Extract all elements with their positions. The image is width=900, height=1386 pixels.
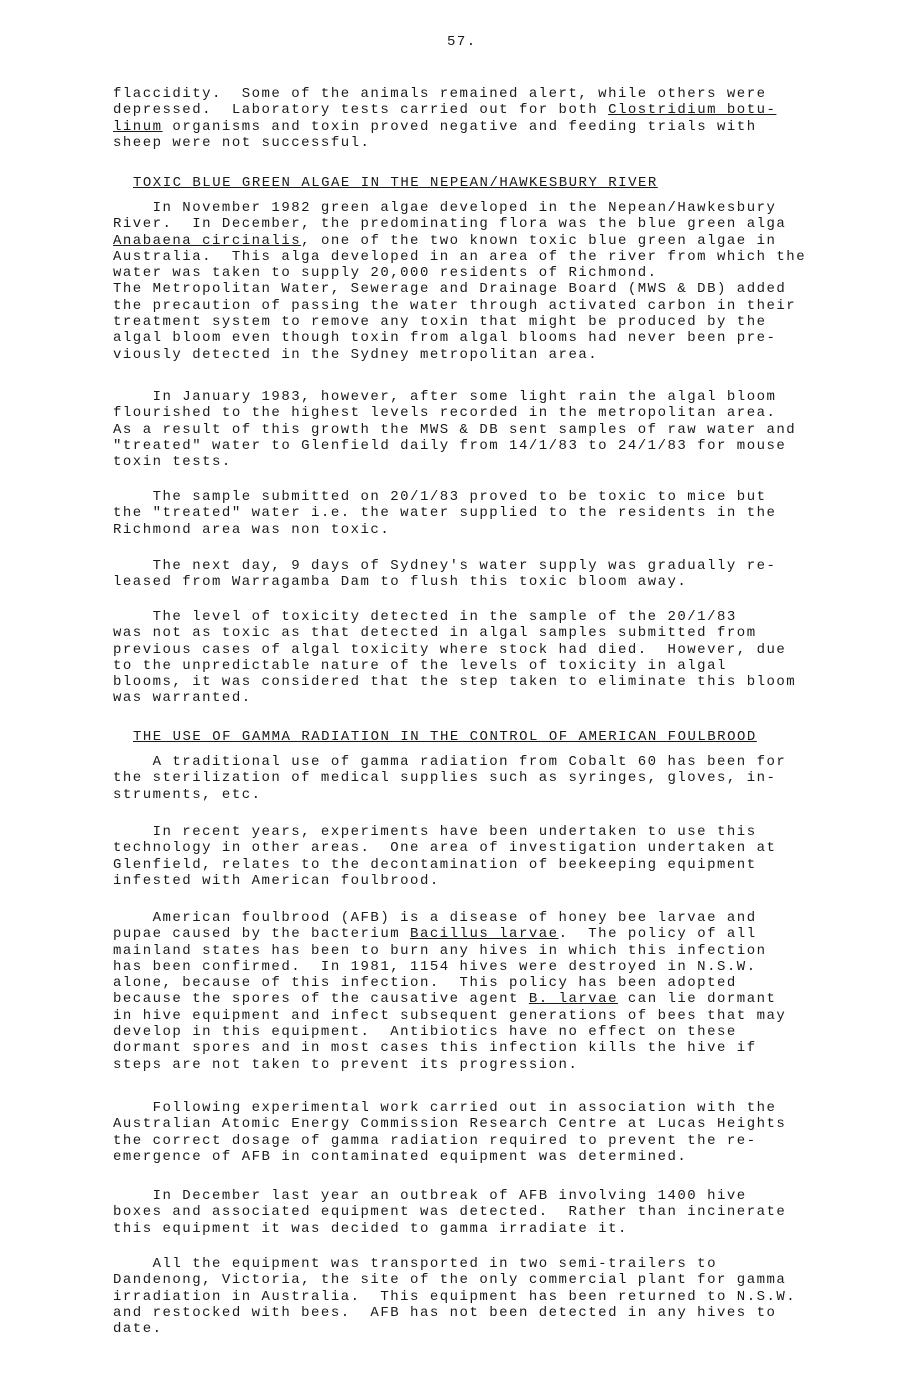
text-segment: , one of the two known toxic blue green algae in: [301, 232, 777, 249]
text-line: to the unpredictable nature of the levels of toxicity in algal: [113, 657, 727, 674]
underlined-text: B. larvae: [528, 991, 618, 1008]
text-line: [113, 926, 786, 942]
text-line: [113, 910, 786, 926]
text-line: develop in this equipment. Antibiotics have no effect on these: [113, 1024, 737, 1041]
text-line: the correct dosage of gamma radiation required to prevent the re-: [113, 1132, 757, 1149]
text-line: this equipment it was decided to gamma irradiate it.: [113, 1220, 628, 1237]
text-line: A traditional use of gamma radiation from Cobalt 60 has been for: [113, 754, 787, 770]
para-12: [113, 1256, 796, 1337]
text-line: treatment system to remove any toxin that might be produced by the: [113, 314, 767, 331]
text-line: mainland states has been to burn any hives in which this infection: [113, 942, 767, 959]
text-line: In recent years, experiments have been undertaken to use this: [113, 824, 757, 840]
underlined-text: Bacillus larvae: [410, 926, 559, 943]
text-line: water was taken to supply 20,000 residents of Richmond.: [113, 265, 658, 282]
underlined-text: linum: [113, 118, 163, 135]
text-line: has been confirmed. In 1981, 1154 hives were destroyed in N.S.W.: [113, 958, 757, 975]
underlined-text: THE USE OF GAMMA RADIATION IN THE CONTROL OF AMERICAN FOULBROOD: [133, 729, 757, 745]
text-line: River. In December, the predominating flora was the blue green alga: [113, 216, 787, 233]
text-line: sheep were not successful.: [113, 134, 371, 151]
text-line: technology in other areas. One area of investigation undertaken at: [113, 840, 777, 857]
text-segment: pupae caused by the bacterium: [113, 926, 411, 943]
text-line: Following experimental work carried out in association with the: [113, 1100, 777, 1116]
text-line: The next day, 9 days of Sydney's water supply was gradually re-: [113, 558, 777, 574]
text-line: previous cases of algal toxicity where stock had died. However, due: [113, 641, 787, 658]
underlined-text: Clostridium botu-: [608, 102, 777, 119]
text-line: "treated" water to Glenfield daily from 14/1/83 to 24/1/83 for mouse: [113, 437, 787, 454]
para-11: [113, 1188, 786, 1237]
para-6: [113, 609, 796, 707]
text-line: irradiation in Australia. This equipment has been returned to N.S.W.: [113, 1288, 797, 1305]
text-line: flourished to the highest levels recorded in the metropolitan area.: [113, 405, 777, 422]
text-line: The Metropolitan Water, Sewerage and Drainage Board (MWS & DB) added: [113, 281, 787, 298]
para-8: [113, 824, 776, 889]
text-line: Australian Atomic Energy Commission Research Centre at Lucas Heights: [113, 1116, 787, 1133]
text-line: The sample submitted on 20/1/83 proved to be toxic to mice but: [113, 489, 767, 505]
text-line: [113, 119, 776, 135]
text-line: viously detected in the Sydney metropolitan area.: [113, 346, 599, 363]
text-line: The level of toxicity detected in the sample of the 20/1/83: [113, 609, 737, 625]
text-line: toxin tests.: [113, 454, 232, 471]
text-line: flaccidity. Some of the animals remained alert, while others were: [113, 86, 767, 102]
text-line: [133, 175, 658, 191]
para-1: [113, 86, 776, 151]
para-7: [113, 754, 786, 803]
text-line: dormant spores and in most cases this infection kills the hive if: [113, 1040, 757, 1057]
para-3: [113, 389, 796, 470]
heading-gamma-radiation: [133, 729, 757, 745]
text-line: boxes and associated equipment was detected. Rather than incinerate: [113, 1204, 787, 1221]
text-line: leased from Warragamba Dam to flush this toxic bloom away.: [113, 574, 688, 591]
para-10: [113, 1100, 786, 1165]
text-line: As a result of this growth the MWS & DB sent samples of raw water and: [113, 421, 797, 438]
text-line: and restocked with bees. AFB has not been detected in any hives to: [113, 1304, 777, 1321]
text-line: [133, 729, 757, 745]
text-line: [113, 991, 786, 1007]
text-line: algal bloom even though toxin from algal blooms had never been pre-: [113, 330, 777, 347]
para-9: [113, 910, 786, 1073]
text-line: the precaution of passing the water through activated carbon in their: [113, 297, 797, 314]
para-2: [113, 200, 806, 363]
text-line: In December last year an outbreak of AFB involving 1400 hive: [113, 1188, 747, 1204]
text-line: Richmond area was non toxic.: [113, 521, 391, 538]
text-segment: depressed. Laboratory tests carried out for both: [113, 102, 609, 119]
text-segment: because the spores of the causative agent: [113, 991, 529, 1008]
text-line: All the equipment was transported in two semi-trailers to: [113, 1256, 717, 1272]
text-line: Australia. This alga developed in an area of the river from which the: [113, 248, 807, 265]
para-5: [113, 558, 776, 591]
text-line: Dandenong, Victoria, the site of the only commercial plant for gamma: [113, 1272, 787, 1289]
text-line: [113, 233, 806, 249]
underlined-text: TOXIC BLUE GREEN ALGAE IN THE NEPEAN/HAWKESBURY RIVER: [133, 175, 658, 191]
text-segment: organisms and toxin proved negative and feeding trials with: [162, 118, 757, 135]
text-line: steps are not taken to prevent its progression.: [113, 1056, 579, 1073]
text-line: [113, 102, 776, 118]
text-line: alone, because of this infection. This policy has been adopted: [113, 975, 737, 992]
heading-toxic-algae: [133, 175, 658, 191]
text-segment: can lie dormant: [617, 991, 777, 1008]
text-line: In January 1983, however, after some light rain the algal bloom: [113, 389, 777, 405]
text-line: in hive equipment and infect subsequent generations of bees that may: [113, 1007, 787, 1024]
text-line: the sterilization of medical supplies such as syringes, gloves, in-: [113, 770, 777, 787]
text-line: In November 1982 green algae developed in the Nepean/Hawkesbury: [113, 200, 777, 216]
underlined-text: Anabaena circinalis: [113, 232, 302, 249]
text-line: Glenfield, relates to the decontamination of beekeeping equipment: [113, 856, 757, 873]
para-4: [113, 489, 776, 538]
text-segment: . The policy of all: [558, 926, 757, 943]
text-line: was not as toxic as that detected in algal samples submitted from: [113, 625, 757, 642]
page-number: 57.: [447, 34, 477, 50]
text-line: emergence of AFB in contaminated equipment was determined.: [113, 1148, 688, 1165]
text-line: was warranted.: [113, 690, 252, 707]
text-line: infested with American foulbrood.: [113, 872, 440, 889]
text-line: struments, etc.: [113, 786, 262, 803]
text-segment: American foulbrood (AFB) is a disease of honey bee larvae and: [113, 910, 757, 926]
text-line: the "treated" water i.e. the water supplied to the residents in the: [113, 505, 777, 522]
text-line: blooms, it was considered that the step taken to eliminate this bloom: [113, 674, 797, 691]
text-line: date.: [113, 1321, 163, 1338]
